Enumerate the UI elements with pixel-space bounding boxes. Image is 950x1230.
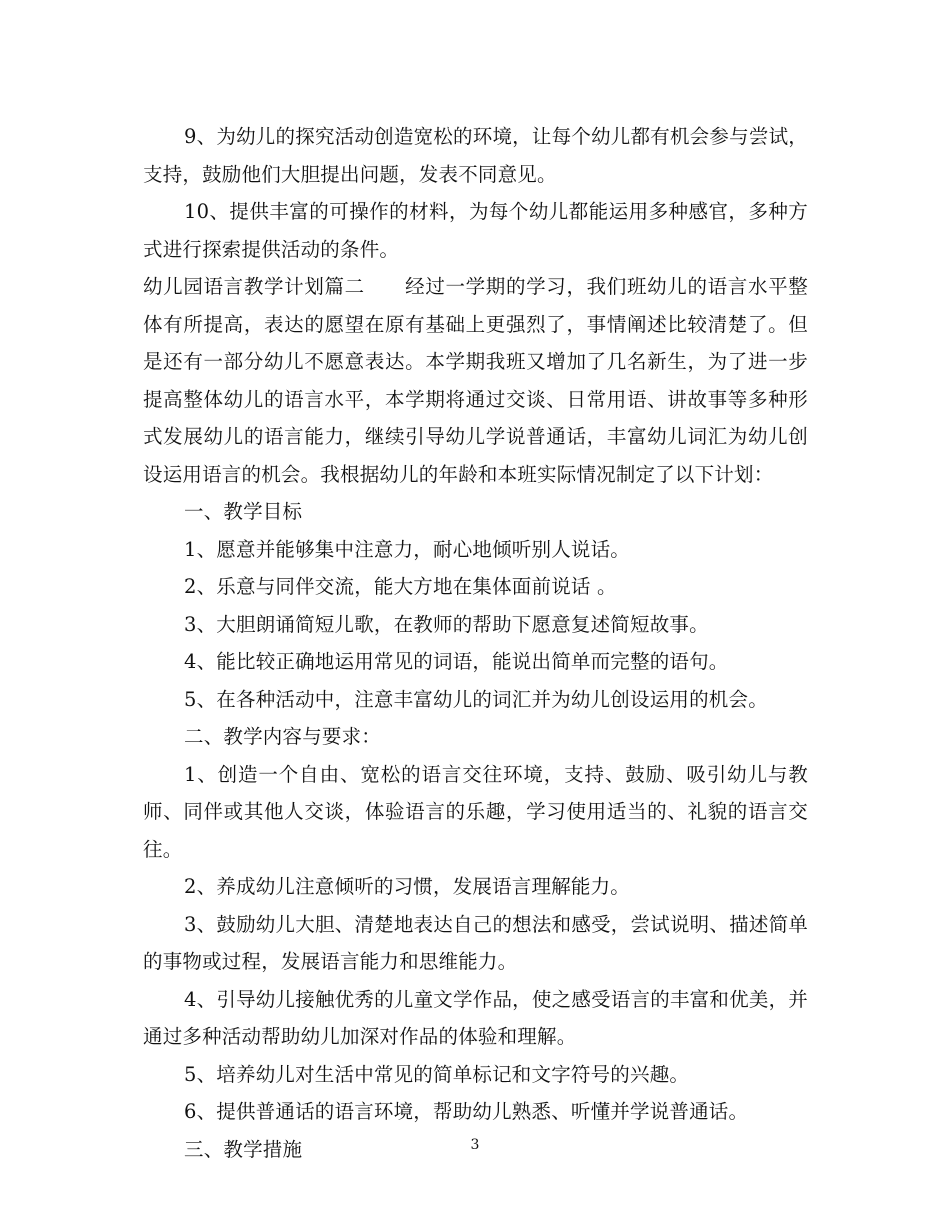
requirement-item-3: 3、鼓励幼儿大胆、清楚地表达自己的想法和感受，尝试说明、描述简单的事物或过程，发展语言能力和思维能力。 xyxy=(143,912,808,973)
heading-content-requirements: 二、教学内容与要求： xyxy=(184,725,382,748)
page-body xyxy=(143,118,808,1168)
heading-teaching-measures: 三、教学措施 xyxy=(184,1137,303,1161)
requirement-item-4: 4、引导幼儿接触优秀的儿童文学作品，使之感受语言的丰富和优美，并通过多种活动帮助幼儿加深对作品的体验和理解。 xyxy=(143,987,808,1048)
requirement-item-2: 2、养成幼儿注意倾听的习惯，发展语言理解能力。 xyxy=(184,875,631,898)
requirement-item-5: 5、培养幼儿对生活中常见的简单标记和文字符号的兴趣。 xyxy=(184,1062,690,1086)
page-number: 3 xyxy=(470,1137,480,1153)
section-intro-paragraph: 幼儿园语言教学计划篇二 经过一学期的学习，我们班幼儿的语言水平整体有所提高，表达的愿望在原有基础上更强烈了，事情阐述比较清楚了。但是还有一部分幼儿不愿意表达。本学期我班又增加了几名新生，为了进一步提高整体幼儿的语言水平，本学期将通过交谈、日常用语、讲故事等多种形式发展幼儿的语言能力，继续引导幼儿学说普通话，丰富幼儿词汇为幼儿创设运用语言的机会。我根据幼儿的年龄和本班实际情况制定了以下计划： xyxy=(143,275,808,486)
goal-item-3: 3、大胆朗诵简短儿歌，在教师的帮助下愿意复述简短故事。 xyxy=(184,612,709,636)
paragraph-item-9: 9、为幼儿的探究活动创造宽松的环境，让每个幼儿都有机会参与尝试，支持，鼓励他们大胆提出问题，发表不同意见。 xyxy=(143,125,808,186)
goal-item-2: 2、乐意与同伴交流，能大方地在集体面前说话 。 xyxy=(184,575,617,598)
goal-item-4: 4、能比较正确地运用常见的词语，能说出简单而完整的语句。 xyxy=(184,650,729,673)
paragraph-item-10: 10、提供丰富的可操作的材料，为每个幼儿都能运用多种感官，多种方式进行探索提供活动的条件。 xyxy=(143,200,808,261)
requirement-item-1: 1、创造一个自由、宽松的语言交往环境，支持、鼓励、吸引幼儿与教师、同伴或其他人交谈，体验语言的乐趣，学习使用适当的、礼貌的语言交往。 xyxy=(143,762,808,861)
goal-item-5: 5、在各种活动中，注意丰富幼儿的词汇并为幼儿创设运用的机会。 xyxy=(184,687,768,711)
heading-teaching-goals: 一、教学目标 xyxy=(184,500,303,523)
requirement-item-6: 6、提供普通话的语言环境，帮助幼儿熟悉、听懂并学说普通话。 xyxy=(184,1100,749,1123)
goal-item-1: 1、愿意并能够集中注意力，耐心地倾听别人说话。 xyxy=(184,537,631,561)
